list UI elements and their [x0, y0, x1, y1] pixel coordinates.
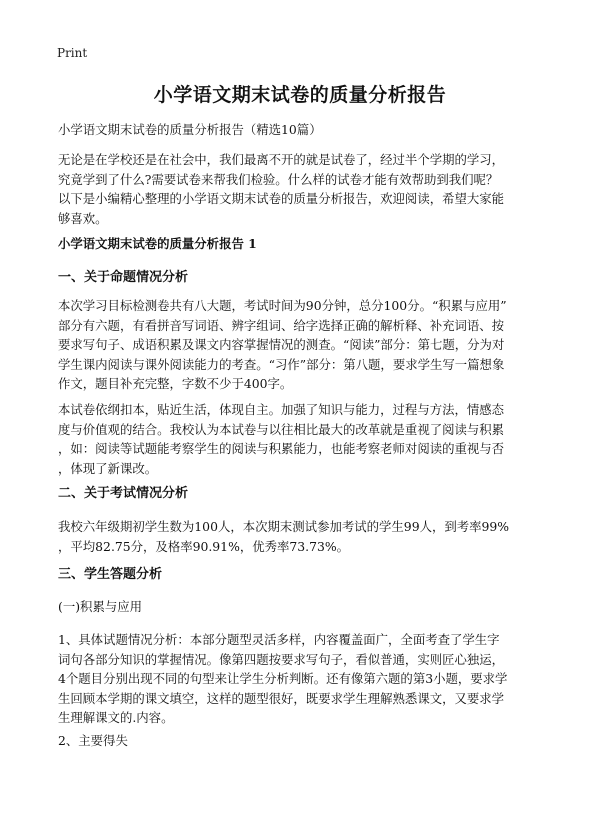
section-heading-3: 三、学生答题分析 — [58, 567, 163, 582]
report-heading: 小学语文期末试卷的质量分析报告 1 — [58, 236, 257, 251]
section3-subheading-1: (一)积累与应用 — [58, 599, 143, 614]
section2-paragraph-1: 我校六年级期初学生数为100人，本次期末测试参加考试的学生99人，到考率99% ，平均82.75分，及格率90.91%，优秀率73.73%。 — [58, 519, 510, 554]
page-title: 小学语文期末试卷的质量分析报告 — [153, 84, 447, 106]
section-heading-1: 一、关于命题情况分析 — [58, 270, 189, 285]
intro-paragraph: 无论是在学校还是在社会中，我们最离不开的就是试卷了，经过半个学期的学习， 究竟学到了什么?需要试卷来帮我们检验。什么样的试卷才能有效帮助到我们呢？ 以下是小编精心整理的小学语文期末试卷的质量分析报告，欢迎阅读，希望大家能 够喜欢。 — [58, 152, 505, 226]
section1-paragraph-2: 本试卷依纲扣本，贴近生活，体现自主。加强了知识与能力，过程与方法，情感态 度与价值观的结合。我校认为本试卷与以往相比最大的改革就是重视了阅读与积累 ，如：阅读等试题能考察学生的阅读与积累能力，也能考察老师对阅读的重视与否 ，体现了新课改。 — [58, 402, 505, 476]
section-heading-2: 二、关于考试情况分析 — [58, 486, 189, 501]
section3-subheading-2: 2、主要得失 — [58, 733, 128, 748]
section3-paragraph-1: 1、具体试题情况分析：本部分题型灵活多样，内容覆盖面广，全面考查了学生字 词句各部分知识的掌握情况。像第四题按要求写句子，看似普通，实则匠心独运， 4个题目分别出现不同的句型来让学生分析判断。还有像第六题的第3小题，要求学 生回顾本学期的课文填空，这样的题型很好，既要求学生理解熟悉课文，又要求学 生理解课文的.内容。 — [58, 632, 508, 725]
section1-paragraph-1: 本次学习目标检测卷共有八大题，考试时间为90分钟，总分100分。“积累与应用” 部分有六题，有看拼音写词语、辨字组词、给字选择正确的解析释、补充词语、按 要求写句子、成语积累及课文内容掌握情况的测查。“阅读”部分：第七题，分为对 学生课内阅读与课外阅读能力的考查。“习作”部分：第八题，要求学生写一篇想象 作文，题目补充完整，字数不少于400字。 — [58, 298, 507, 391]
print-link[interactable]: Print — [57, 46, 88, 60]
document-subtitle: 小学语文期末试卷的质量分析报告（精选10篇） — [58, 122, 322, 137]
